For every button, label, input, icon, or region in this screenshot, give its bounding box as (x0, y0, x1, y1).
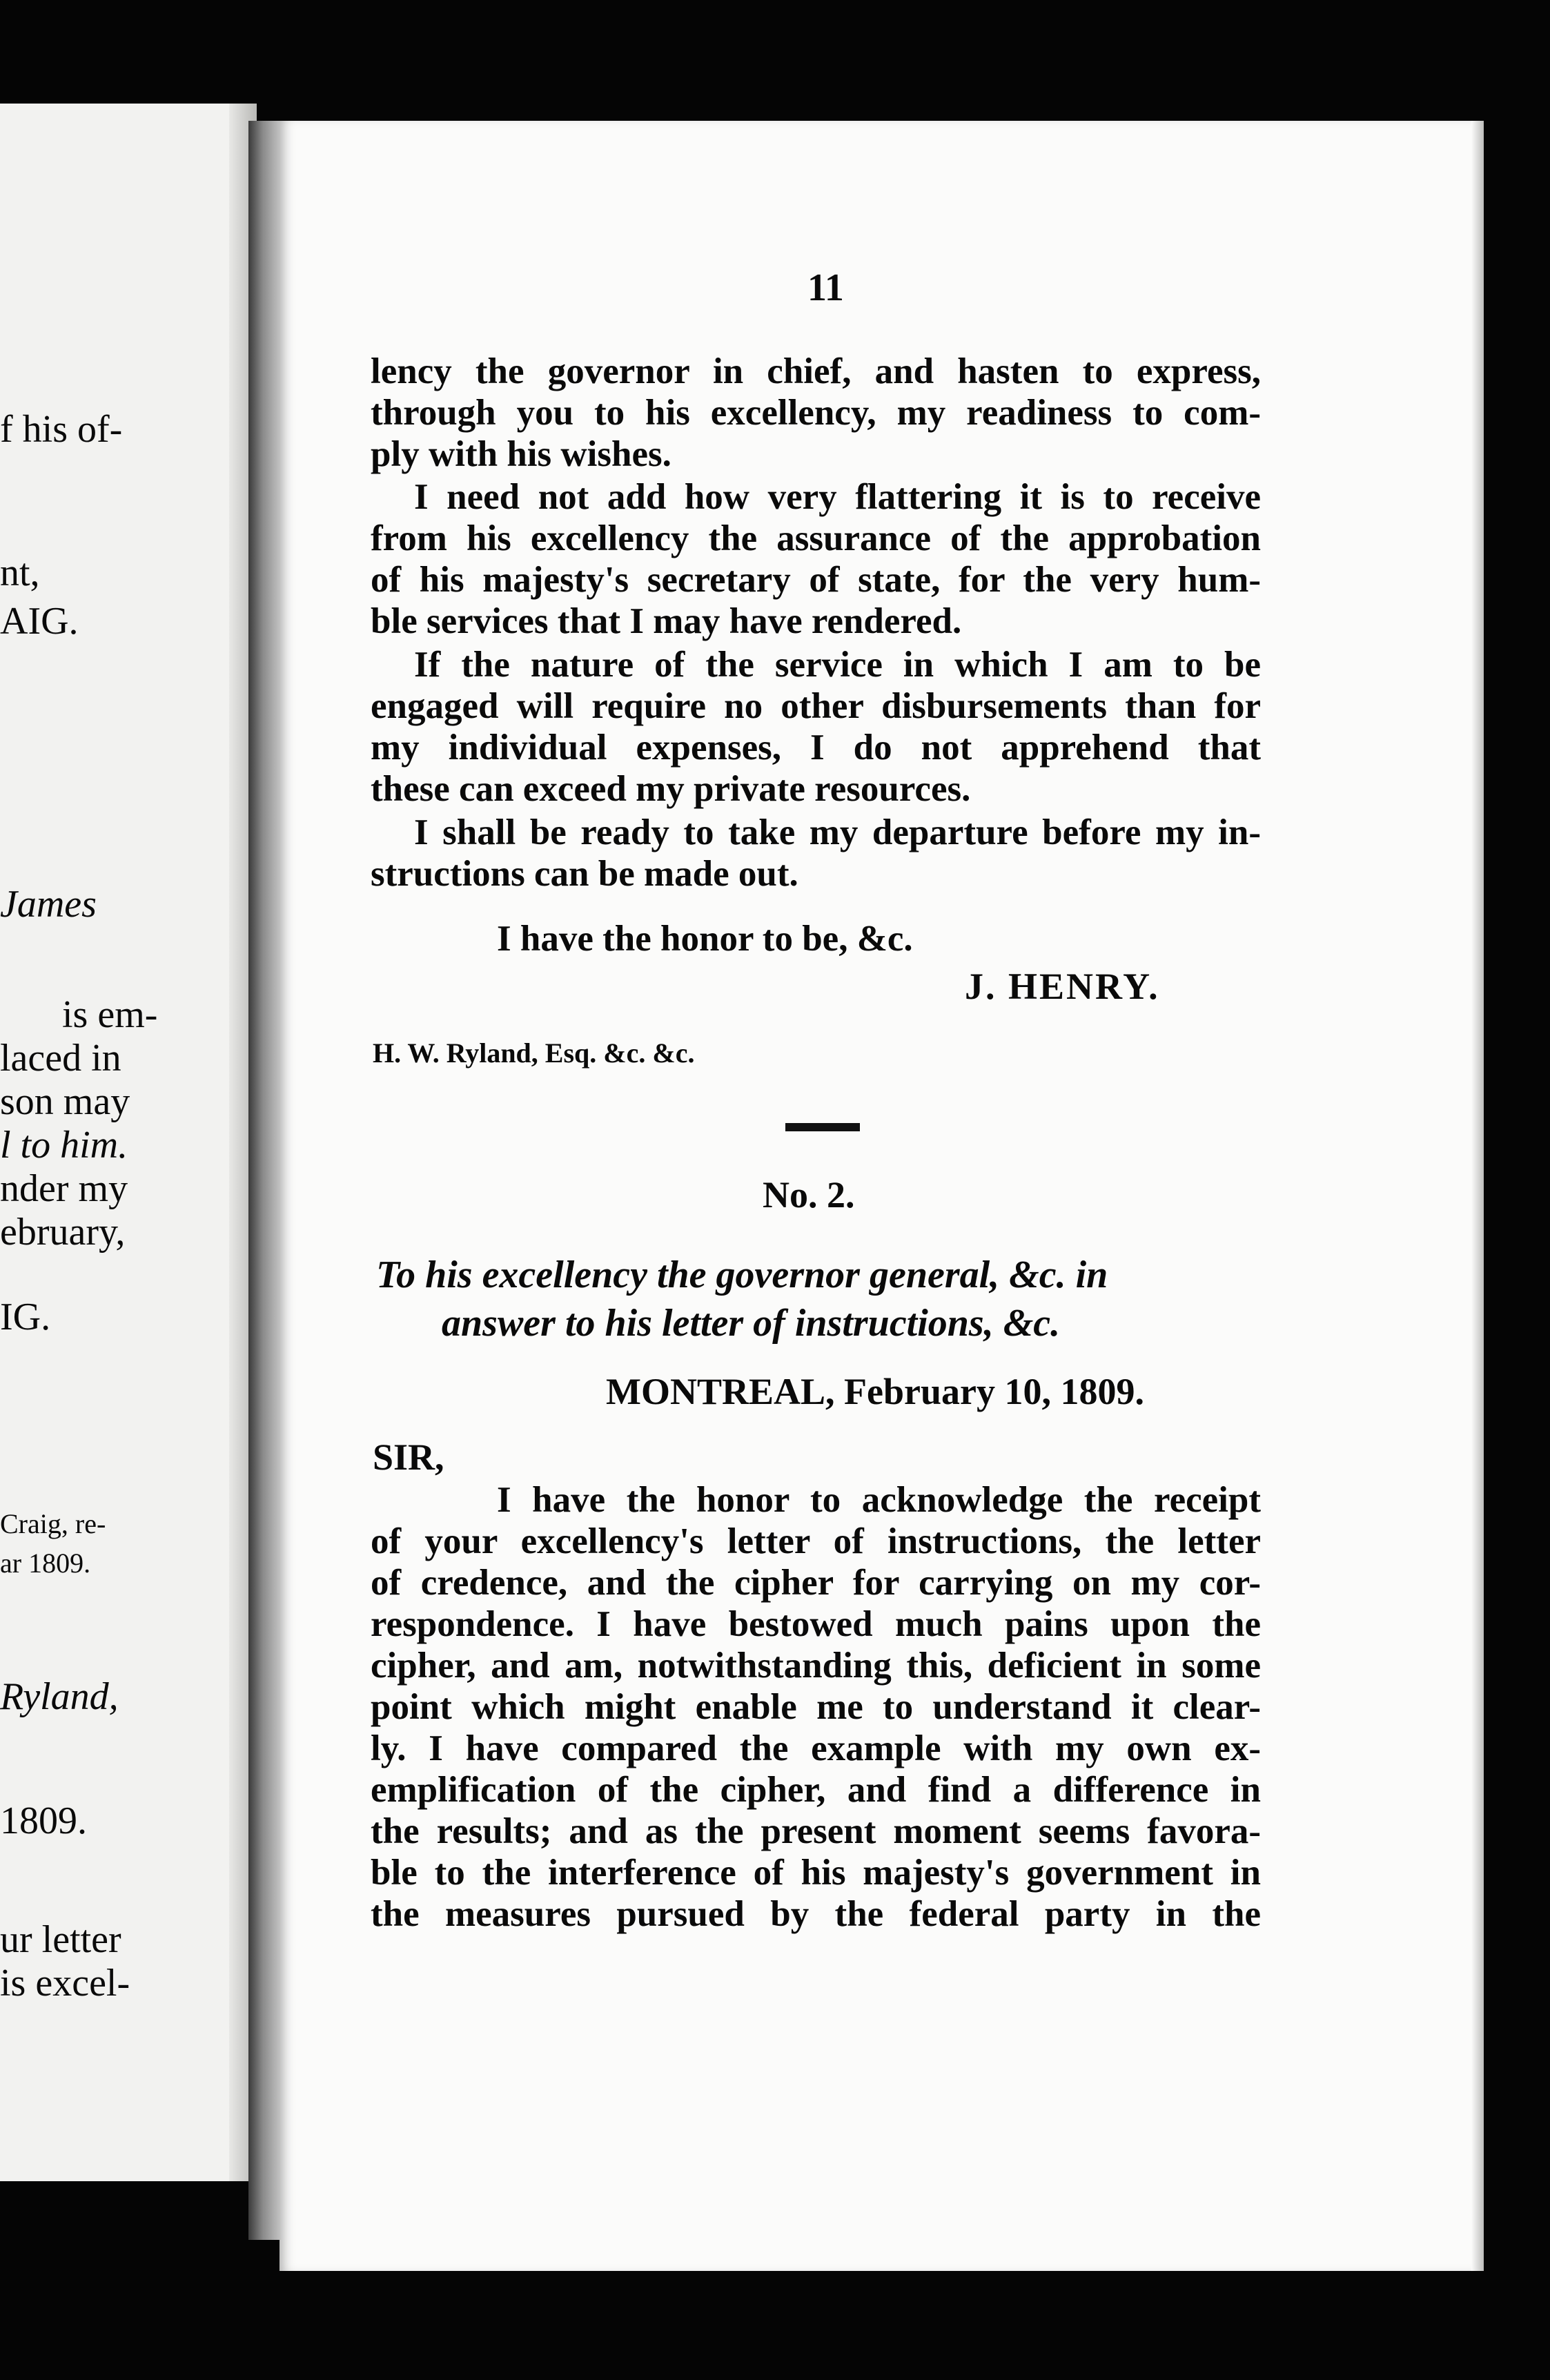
left-page-line: son may (0, 1080, 130, 1123)
text-line: engaged will require no other disbursements than for (371, 686, 1261, 726)
letter-heading-line: To his excellency the governor general, &c. in (376, 1254, 1108, 1296)
letter-closing: I have the honor to be, &c. (497, 919, 913, 959)
text-line: from his excellency the assurance of the approbation (371, 518, 1261, 558)
left-page-line: ar 1809. (0, 1548, 91, 1579)
signature: J. HENRY. (965, 966, 1160, 1007)
dateline: MONTREAL, February 10, 1809. (606, 1371, 1144, 1412)
text-line: these can exceed my private resources. (371, 769, 971, 809)
addressee: H. W. Ryland, Esq. &c. &c. (373, 1037, 695, 1069)
left-page-line: Ryland, (0, 1675, 119, 1718)
text-line: I need not add how very flattering it is to receive (414, 477, 1261, 517)
left-page-line: nt, (0, 552, 40, 594)
text-line: ble to the interference of his majesty's government in (371, 1853, 1261, 1893)
text-line: the results; and as the present moment seems favora- (371, 1811, 1261, 1851)
letter-heading-line: answer to his letter of instructions, &c. (442, 1302, 1061, 1345)
text-line: ly. I have compared the example with my own ex- (371, 1728, 1261, 1768)
text-line: ply with his wishes. (371, 434, 671, 474)
left-page-line: laced in (0, 1037, 121, 1080)
page-number: 11 (807, 266, 844, 309)
document-number: No. 2. (763, 1174, 855, 1216)
text-line: of your excellency's letter of instructions, the letter (371, 1521, 1261, 1561)
left-page-line: is excel- (0, 1962, 130, 2005)
text-line: of credence, and the cipher for carrying on my cor- (371, 1563, 1261, 1603)
text-line: I have the honor to acknowledge the receipt (497, 1480, 1261, 1520)
text-line: I shall be ready to take my departure before my in- (414, 812, 1261, 852)
text-line: ble services that I may have rendered. (371, 601, 962, 641)
section-divider-rule (785, 1123, 860, 1131)
left-page-line: IG. (0, 1296, 51, 1338)
text-line: structions can be made out. (371, 854, 798, 894)
text-line: cipher, and am, notwithstanding this, deficient in some (371, 1646, 1261, 1686)
left-page-line: Craig, re- (0, 1508, 106, 1539)
page-right-edge (1471, 121, 1484, 2271)
left-page-line: ur letter (0, 1918, 121, 1961)
text-line: through you to his excellency, my readiness to com- (371, 393, 1261, 433)
text-line: lency the governor in chief, and hasten to express, (371, 351, 1261, 391)
left-page-line: AIG. (0, 600, 79, 643)
left-page-line: ebruary, (0, 1211, 126, 1254)
left-page-line: l to him. (0, 1124, 128, 1167)
text-line: emplification of the cipher, and find a difference in (371, 1770, 1261, 1810)
text-line: If the nature of the service in which I am to be (414, 645, 1261, 685)
text-line: point which might enable me to understand it clear- (371, 1687, 1261, 1727)
text-line: of his majesty's secretary of state, for the very hum- (371, 560, 1261, 600)
left-page-line: James (0, 883, 97, 926)
text-line: the measures pursued by the federal party in the (371, 1894, 1261, 1934)
text-line: my individual expenses, I do not apprehend that (371, 728, 1261, 768)
salutation: SIR, (373, 1436, 444, 1478)
left-page-line: 1809. (0, 1799, 87, 1842)
left-page-line: nder my (0, 1167, 128, 1210)
left-page-line: is em- (62, 993, 158, 1036)
text-line: respondence. I have bestowed much pains upon the (371, 1604, 1261, 1644)
left-page-line: f his of- (0, 408, 123, 451)
